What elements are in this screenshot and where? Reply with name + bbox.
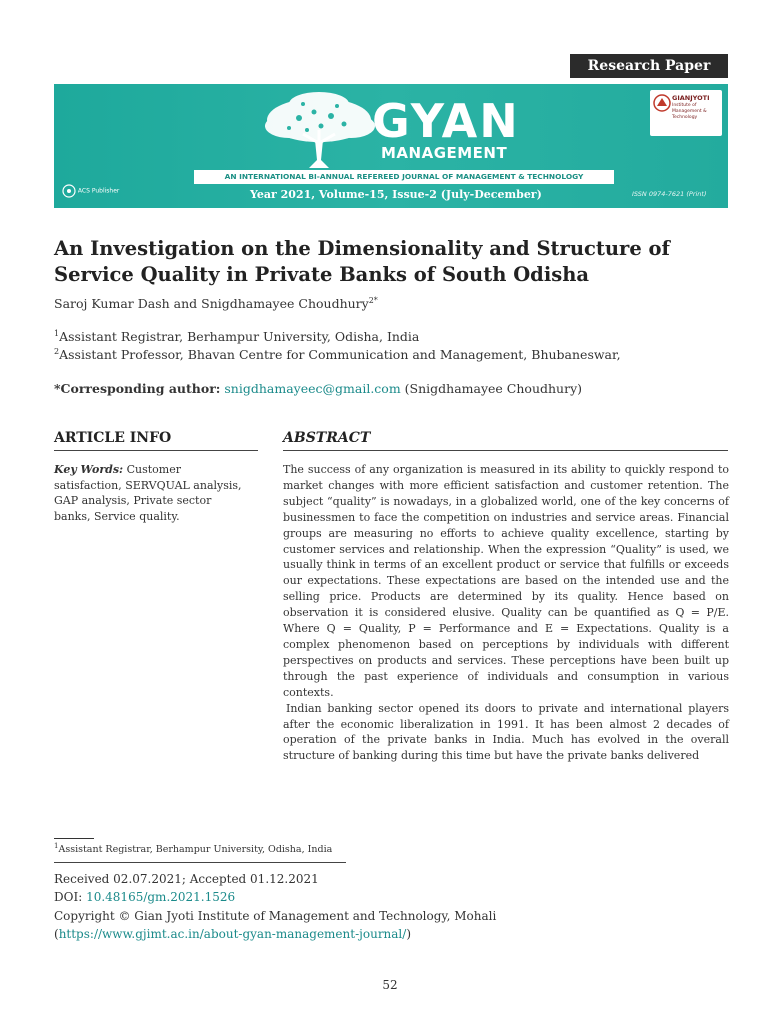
abstract-body [283, 462, 729, 764]
journal-description: AN INTERNATIONAL BI-ANNUAL REFEREED JOURNAL OF MANAGEMENT & TECHNOLOGY [194, 170, 614, 184]
corresponding-email-link[interactable]: snigdhamayeec@gmail.com [224, 381, 401, 396]
keywords-text: Customer satisfaction, SERVQUAL analysis, GAP analysis, Private sector banks, Service quality. [54, 463, 242, 523]
page-number: 52 [382, 978, 398, 992]
issn: ISSN 0974-7621 (Print) [632, 190, 707, 198]
abstract-heading: ABSTRACT [283, 430, 371, 446]
doi-label: DOI: [54, 890, 83, 904]
paper-title-line2: Service Quality in Private Banks of South Odisha [54, 263, 590, 286]
author-names: Saroj Kumar Dash and Snigdhamayee Choudhury [54, 296, 369, 312]
affiliation-1-text: Assistant Registrar, Berhampur University, Odisha, India [59, 329, 420, 345]
corresponding-name: (Snigdhamayee Choudhury) [404, 381, 583, 396]
article-info-divider [54, 450, 258, 451]
publisher-logo-text: ACS Publisher [77, 187, 120, 195]
article-info-heading: ARTICLE INFO [54, 430, 172, 446]
article-type-tag: Research Paper [570, 54, 728, 78]
tree-logo-icon [259, 90, 379, 170]
affiliation-2-text: Assistant Professor, Bhavan Centre for Communication and Management, Bhubaneswar, [59, 347, 621, 363]
publisher-logo [62, 184, 132, 202]
abstract-paragraph-2: Indian banking sector opened its doors to private and international players after the economic liberalization in 1991. It has been almost 2 decades of operation of the private banks in India. Much has evolved in the overall structure of banking during this time but have the private banks delivered [283, 701, 729, 763]
footnote-sup: 1 [54, 842, 59, 850]
doi-line [54, 890, 235, 904]
keywords-label: Key Words: [54, 463, 124, 476]
received-dates: Received 02.07.2021; Accepted 01.12.2021 [54, 872, 319, 886]
journal-title: GYAN [372, 94, 520, 148]
doi-link[interactable]: 10.48165/gm.2021.1526 [86, 890, 236, 904]
corresponding-label: *Corresponding author: [54, 381, 221, 396]
affiliation-1 [54, 329, 419, 344]
journal-url-line [54, 927, 411, 941]
author-superscript: 2* [368, 296, 378, 305]
paper-title-line1: An Investigation on the Dimensionality and Structure of [54, 237, 670, 260]
copyright: Copyright © Gian Jyoti Institute of Management and Technology, Mohali [54, 909, 497, 923]
meta-divider [54, 862, 346, 863]
footnote [54, 842, 332, 855]
publisher-emblem-icon [62, 184, 76, 198]
institute-logo [650, 90, 722, 136]
affiliation-2 [54, 347, 621, 362]
issue-info: Year 2021, Volume-15, Issue-2 (July-December) [250, 188, 542, 201]
authors [54, 296, 378, 311]
paper-title [54, 236, 734, 288]
affiliation-2-sup: 2 [54, 347, 60, 356]
corresponding-author [54, 381, 582, 396]
journal-subtitle: MANAGEMENT [381, 144, 508, 162]
footnote-divider [54, 838, 94, 839]
abstract-paragraph-1: The success of any organization is measured in its ability to quickly respond to market changes with more efficient satisfaction and customer retention. The subject “quality” is nowadays, in a globalized world, one of the key concerns of businessmen to face the competition on industries and service areas. Financial groups are measuring no efforts to achieve quality excellence, starting by customer services and relationship. When the expression “Quality” is used, we usually think in terms of an excellent product or service that fulfills or exceeds our expectations. These expectations are based on the intended use and the selling price. Products are determined by its quality. Hence based on observation it is considered elusive. Quality can be quantified as Q = P/E. Where Q = Quality, P = Performance and E = Expectations. Quality is a complex phenomenon based on perceptions by individuals with different perspectives on products and services. These perceptions have been built up through the past experience of individuals and consumption in various contexts. [283, 463, 729, 699]
url-open-paren: ( [54, 927, 59, 941]
url-close-paren: ) [406, 927, 411, 941]
journal-url-link[interactable]: https://www.gjimt.ac.in/about-gyan-management-journal/ [58, 927, 407, 941]
abstract-divider [283, 450, 728, 451]
institute-emblem-icon [653, 94, 671, 112]
institute-logo-name: GIANJYOTI [672, 94, 710, 102]
affiliation-1-sup: 1 [54, 329, 60, 338]
journal-banner [54, 84, 728, 208]
institute-logo-text: Institute of Management & Technology [672, 103, 707, 120]
keywords-block [54, 462, 244, 524]
footnote-text: Assistant Registrar, Berhampur University, Odisha, India [58, 844, 333, 856]
